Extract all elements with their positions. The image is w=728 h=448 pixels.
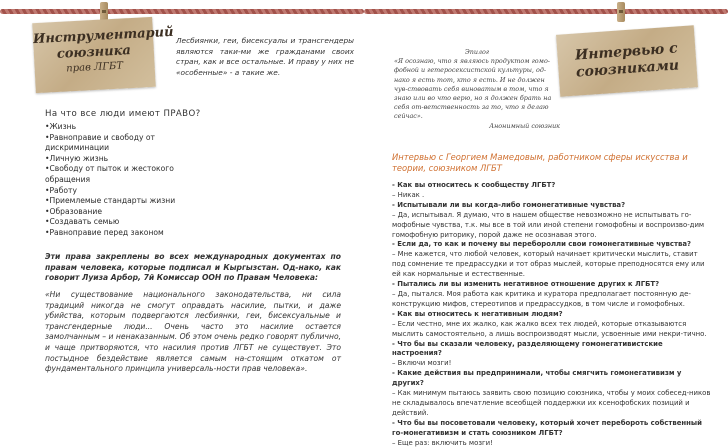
interview-answer: – Мне кажется, что любой человек, который начинает критически мыслить, ставит под сомнение те предрассудки и тот образ мыслей, которые преподносятся ему или ей как нормальные и естественные. [392,250,705,279]
rights-list-item: •Приемлемые стандарты жизни [45,196,176,206]
rights-list [45,122,215,239]
rights-list-item: •Создавать семью [45,217,120,227]
interview-answer: – Еще раз: включить мозги! [392,438,493,447]
tag-line2: союзниками [575,57,680,81]
interview-answer: – Включи мозги! [392,359,452,368]
tag-line1: Инструментарий [32,24,174,48]
interview-answer: – Если честно, мне их жалко, как жалко всех тех людей, которые отказываются мыслить самостоятельно, а лишь воспроизводят мысли, усвоенные ими некри-тично. [392,319,707,338]
section-title: На что все люди имеют ПРАВО? [45,109,201,119]
interview-question: - Испытывали ли вы когда-либо гомонегативные чувства? [392,200,626,209]
epigraph [394,48,560,131]
interview-question: - Как вы относитесь к негативным людям? [392,309,563,318]
tag-line2: союзника [56,43,132,62]
rights-list-item: •Работу [45,185,77,195]
right-tag [556,25,698,96]
rights-list-item: •Личную жизнь [45,153,109,163]
epigraph-text: «Я осознаю, что я являюсь продуктом гомо-фобной и гетеросексистской культуры, од-нако я есть тот, кто я есть. И не должен чув-ствовать себя виноватым в том, что я знаю или во что верю, но я должен брать на себя от-ветственность за то, что я делаю сейчас». [394,57,552,121]
interview-question: - Какие действия вы предпринимали, чтобы смягчить гомонегативизм у других? [392,369,682,388]
intro-paragraph: Лесбиянки, геи, бисексуалы и трансгендеры являются таки-ми же гражданами своих стран, как и все остальные. И праву у них не «особенные» - а такие же. [176,36,354,77]
interview-answer: – Да, испытывал. Я думаю, что в нашем обществе невозможно не испытывать го-мофобные чувства, т.к. мы все в той или иной степени гомофобны и воспроизво-дим гомофобную риторику, порой даже не осознавая этого. [392,210,705,239]
left-tag [32,17,174,93]
clothespin-icon [617,2,625,22]
interview-answer: – Да, пытался. Моя работа как критика и куратора предполагает постоянную де-конструкцию мифов, стереотипов и предрассудков, в том числе и гомофобных. [392,289,691,308]
interview-question: - Что бы вы сказали человеку, разделяющему гомонегативистские настроения? [392,339,663,358]
tag-line3: прав ЛГБТ [65,60,124,75]
quote-paragraph: «Ни существование национального законодательства, ни сила традиций никогда не смогут оправдать насилие, пытки, и даже убийства, которым подвергаются лесбиянки, геи, бисексуальные и трансгендерные люди... Очень часто это насилие остается замолчанным – и ненаказанным. Об этом очень редко говорят публично, и чаще притворяются, что насилия против ЛГБТ не существует. Это постыдное бездействие является самым на-стоящим откатом от фундаментального принципа универсаль-ности прав человека». [45,290,341,374]
interview-question: - Что бы вы посоветовали человеку, который хочет перебороть собственный го-монегативизм и стать союзником ЛГБТ? [392,418,702,437]
rights-list-item: •Равноправие перед законом [45,227,164,237]
rope-right [364,9,728,14]
interview-question: - Как вы относитесь к сообществу ЛГБТ? [392,181,556,189]
interview-title: Интервью с Георгием Мамедовым, работником сферы искусства и теории, союзником ЛГБТ [392,152,688,173]
tag-line1: Интервью с [574,40,679,64]
interview-answer: – Как минимум пытаюсь заявить свою позицию союзника, чтобы у моих собесед-ников не складывалось впечатление всеобщей поддержки их ксенофобских позиций и действий. [392,389,711,417]
rights-list-item: •Образование [45,206,102,216]
interview-question: - Пытались ли вы изменить негативное отношение других к ЛГБТ? [392,280,660,289]
bold-paragraph: Эти права закреплены во всех международных документах по правам человека, которые подписал и Кыргызстан. Од-нако, как говорит Луиза Арбор, 7й Комиссар ООН по Правам Человека: [45,252,341,283]
interview-question: - Если да, то как и почему вы переборолли свои гомонегативные чувства? [392,240,692,249]
rights-list-item: •Свободу от пыток и жестокого обращения [45,164,174,184]
epigraph-signature: Анонимный союзник [489,121,560,130]
interview-answer: – Никак . [392,190,425,199]
interview-qa [392,181,712,448]
epigraph-heading: Эпилог [464,48,490,56]
rights-list-item: •Жизнь [45,122,77,131]
rope-left [0,9,364,14]
rights-list-item: •Равноправие и свободу от дискриминации [45,132,155,153]
